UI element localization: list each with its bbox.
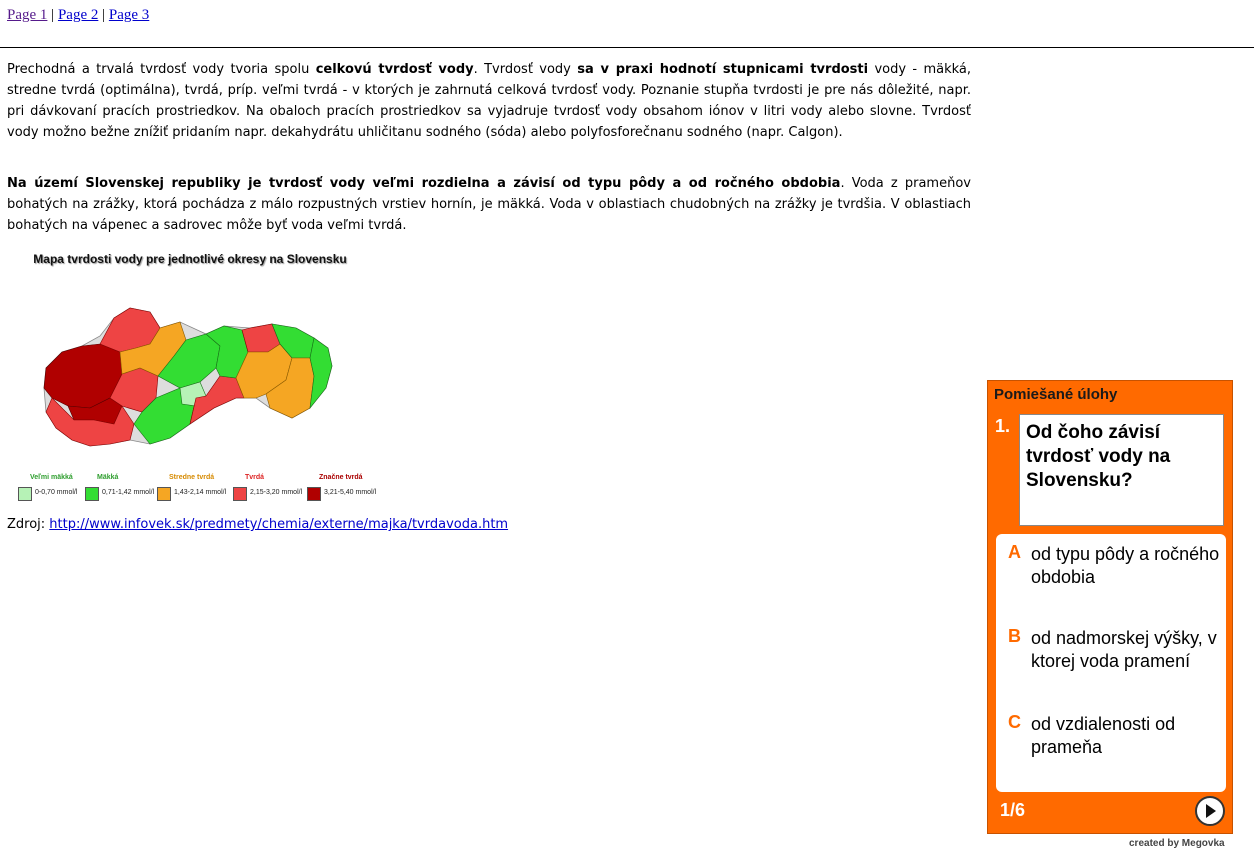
- legend-range: 3,21-5,40 mmol/l: [324, 489, 377, 496]
- next-question-button[interactable]: [1195, 796, 1225, 826]
- page-1-link[interactable]: Page 1: [7, 7, 48, 23]
- answers-panel: [996, 534, 1226, 792]
- water-hardness-map: [10, 248, 377, 510]
- credit-text: created by Megovka: [1129, 838, 1225, 849]
- legend-range: 1,43-2,14 mmol/l: [174, 489, 227, 496]
- answer-option-c[interactable]: [996, 712, 1226, 767]
- legend-title: Veľmi mäkká: [30, 474, 73, 481]
- region-soft: [310, 338, 332, 408]
- answer-option-a[interactable]: [996, 542, 1226, 602]
- legend-swatch: [157, 487, 171, 501]
- source-label: Zdroj:: [7, 517, 50, 532]
- answer-letter: A: [1008, 542, 1021, 562]
- answer-option-b[interactable]: [996, 626, 1226, 701]
- text-segment: . Voda z prameňov bohatých na zrážky, ktorá pochádza z málo rozpustných vrstiev hornín, je mäkká. Voda v oblastiach chudobných na zrážky je tvrdšia. V oblastiach bohatých na vápenec a sadrovec môže byť voda veľmi tvrdá.: [7, 176, 971, 233]
- slovakia-paragraph: [7, 173, 971, 236]
- answer-letter: B: [1008, 626, 1021, 646]
- answer-text: od vzdialenosti od prameňa: [1031, 714, 1176, 757]
- legend-range: 0-0,70 mmol/l: [35, 489, 78, 496]
- legend-swatch: [18, 487, 32, 501]
- answer-text: od nadmorskej výšky, v ktorej voda pramení: [1031, 628, 1217, 671]
- pager-separator: |: [51, 7, 55, 23]
- question-counter: 1/6: [1000, 800, 1026, 820]
- legend-title: Stredne tvrdá: [169, 474, 215, 481]
- legend-title: Značne tvrdá: [319, 474, 363, 481]
- source-link[interactable]: http://www.infovek.sk/predmety/chemia/externe/majka/tvrdavoda.htm: [49, 517, 509, 532]
- question-number: 1.: [995, 416, 1011, 436]
- legend-range: 2,15-3,20 mmol/l: [250, 489, 303, 496]
- page-2-link[interactable]: Page 2: [57, 7, 99, 23]
- page-3-link[interactable]: Page 3: [108, 7, 150, 23]
- bold-text: sa v praxi hodnotí stupnicami tvrdosti: [577, 62, 869, 77]
- map-title: Mapa tvrdosti vody pre jednotlivé okresy na Slovensku: [33, 252, 347, 266]
- source-line: [7, 517, 508, 532]
- legend-swatch: [85, 487, 99, 501]
- pager-separator: |: [102, 7, 106, 23]
- slovakia-map-graphic: [10, 248, 370, 510]
- answer-text: od typu pôdy a ročného obdobia: [1031, 544, 1220, 587]
- quiz-widget: [987, 380, 1233, 834]
- legend-title: Tvrdá: [245, 474, 265, 481]
- horizontal-divider: [0, 47, 1254, 48]
- text-segment: vody - mäkká, stredne tvrdá (optimálna), tvrdá, príp. veľmi tvrdá - v ktorých je zahrnutá celková tvrdosť vody. Poznanie stupňa tvrdosti je pre nás dôležité, napr. pri dávkovaní pracích prostriedkov. Na obaloch pracích prostriedkov sa vyjadruje tvrdosť vody obsahom iónov v litri vody alebo slovne. Tvrdosť vody možno bežne znížiť pridaním napr. dekahydrátu uhličitanu sodného (sóda) alebo polyfosforečnanu sodného (napr. Calgon).: [7, 62, 972, 140]
- bold-text: Na území Slovenskej republiky je tvrdosť vody veľmi rozdielna a závisí od typu pôdy a od ročného obdobia: [7, 176, 841, 191]
- intro-paragraph: [7, 59, 971, 143]
- bold-text: celkovú tvrdosť vody: [315, 62, 474, 77]
- page-navigation: [7, 7, 149, 24]
- legend-swatch: [233, 487, 247, 501]
- question-text: Od čoho závisí tvrdosť vody na Slovensku?: [1019, 414, 1224, 526]
- text-segment: . Tvrdosť vody: [473, 62, 578, 77]
- map-legend: [18, 474, 377, 510]
- legend-title: Mäkká: [97, 474, 119, 481]
- legend-swatch: [307, 487, 321, 501]
- legend-range: 0,71-1,42 mmol/l: [102, 489, 155, 496]
- play-arrow-icon: [1201, 802, 1219, 820]
- quiz-title: Pomiešané úlohy: [994, 386, 1118, 403]
- text-segment: Prechodná a trvalá tvrdosť vody tvoria spolu: [7, 62, 316, 77]
- answer-letter: C: [1008, 712, 1021, 732]
